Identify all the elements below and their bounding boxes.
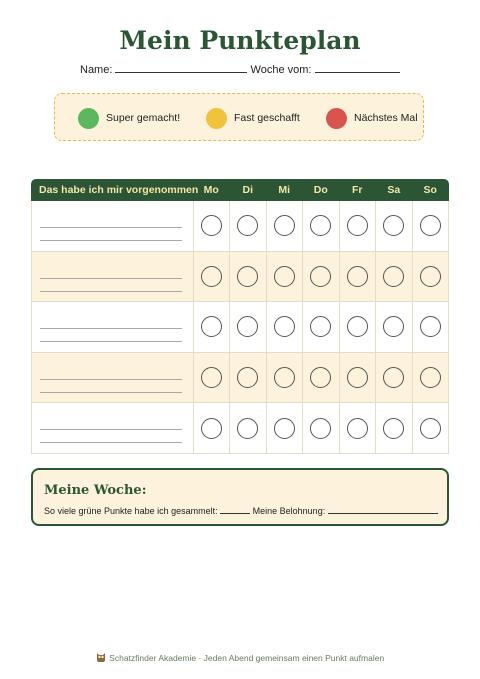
table-row: [31, 302, 449, 353]
day-cell-mi: [267, 252, 303, 302]
day-header-mo: Mo: [203, 184, 219, 196]
footer-text: Schatzfinder Akademie · Jeden Abend gemeinsam einen Punkt aufmalen: [109, 653, 385, 663]
week-blank[interactable]: [315, 63, 400, 73]
point-circle[interactable]: [383, 215, 404, 236]
writing-line: [40, 442, 182, 443]
yellow-dot-icon: [206, 108, 227, 129]
point-circle[interactable]: [420, 418, 441, 439]
day-cell-so: [413, 252, 449, 302]
day-cell-mo: [194, 353, 230, 403]
point-circle[interactable]: [383, 418, 404, 439]
table-row: [31, 201, 449, 252]
day-cell-mo: [194, 302, 230, 352]
legend-label: Nächstes Mal: [354, 112, 418, 124]
day-cell-di: [230, 252, 266, 302]
point-circle[interactable]: [237, 316, 258, 337]
day-cell-sa: [376, 201, 412, 251]
day-cell-so: [413, 403, 449, 453]
week-label: Woche vom:: [250, 64, 312, 76]
point-circle[interactable]: [310, 418, 331, 439]
day-header-di: Di: [242, 184, 253, 196]
day-cell-sa: [376, 403, 412, 453]
writing-line: [40, 341, 182, 342]
goal-entry-field[interactable]: [32, 201, 194, 251]
point-circle[interactable]: [237, 215, 258, 236]
point-circle[interactable]: [347, 215, 368, 236]
day-cell-fr: [340, 403, 376, 453]
day-cell-di: [230, 353, 266, 403]
page-title: Mein Punkteplan: [119, 26, 361, 55]
day-cell-mo: [194, 252, 230, 302]
points-blank[interactable]: [220, 505, 250, 514]
legend-box: [54, 93, 424, 141]
point-circle[interactable]: [420, 316, 441, 337]
day-cell-do: [303, 403, 339, 453]
name-blank[interactable]: [115, 63, 247, 73]
reward-label: Meine Belohnung:: [252, 506, 326, 516]
point-circle[interactable]: [274, 418, 295, 439]
point-circle[interactable]: [420, 367, 441, 388]
day-cell-mi: [267, 302, 303, 352]
point-circle[interactable]: [347, 316, 368, 337]
day-cell-fr: [340, 201, 376, 251]
day-cell-fr: [340, 353, 376, 403]
day-cell-sa: [376, 302, 412, 352]
legend-label: Fast geschafft: [234, 112, 300, 124]
point-circle[interactable]: [201, 266, 222, 287]
day-header-mi: Mi: [278, 184, 291, 196]
goal-column-header: Das habe ich mir vorgenommen: [39, 184, 199, 196]
point-circle[interactable]: [347, 266, 368, 287]
day-cell-sa: [376, 252, 412, 302]
day-cell-fr: [340, 302, 376, 352]
tracker-table: [31, 179, 449, 454]
day-cell-do: [303, 353, 339, 403]
writing-line: [40, 392, 182, 393]
day-cell-so: [413, 353, 449, 403]
day-cell-do: [303, 201, 339, 251]
day-cell-do: [303, 252, 339, 302]
name-label: Name:: [80, 64, 113, 76]
point-circle[interactable]: [347, 418, 368, 439]
legend-item-red: [326, 107, 418, 129]
point-circle[interactable]: [274, 316, 295, 337]
day-cell-di: [230, 403, 266, 453]
day-header-so: So: [423, 184, 437, 196]
goal-entry-field[interactable]: [32, 302, 194, 352]
point-circle[interactable]: [420, 215, 441, 236]
point-circle[interactable]: [310, 316, 331, 337]
point-circle[interactable]: [201, 418, 222, 439]
day-cell-di: [230, 201, 266, 251]
owl-icon: [96, 652, 106, 662]
point-circle[interactable]: [274, 266, 295, 287]
point-circle[interactable]: [310, 367, 331, 388]
point-circle[interactable]: [383, 266, 404, 287]
day-cell-sa: [376, 353, 412, 403]
day-header-fr: Fr: [352, 184, 363, 196]
legend-item-green: [78, 107, 180, 129]
point-circle[interactable]: [237, 418, 258, 439]
point-circle[interactable]: [237, 266, 258, 287]
goal-entry-field[interactable]: [32, 353, 194, 403]
writing-line: [40, 328, 182, 329]
point-circle[interactable]: [383, 316, 404, 337]
day-cell-fr: [340, 252, 376, 302]
point-circle[interactable]: [274, 215, 295, 236]
point-circle[interactable]: [201, 215, 222, 236]
writing-line: [40, 379, 182, 380]
day-cell-di: [230, 302, 266, 352]
points-label: So viele grüne Punkte habe ich gesammelt:: [44, 506, 218, 516]
day-cell-mi: [267, 353, 303, 403]
summary-text: [44, 505, 438, 516]
day-cell-mi: [267, 201, 303, 251]
table-row: [31, 403, 449, 454]
point-circle[interactable]: [383, 367, 404, 388]
day-cell-mo: [194, 201, 230, 251]
point-circle[interactable]: [201, 367, 222, 388]
page-footer: [0, 652, 480, 663]
table-body: [31, 201, 449, 454]
day-cell-so: [413, 302, 449, 352]
point-circle[interactable]: [310, 215, 331, 236]
table-row: [31, 353, 449, 404]
day-cell-so: [413, 201, 449, 251]
point-circle[interactable]: [237, 367, 258, 388]
table-row: [31, 252, 449, 303]
writing-line: [40, 429, 182, 430]
point-circle[interactable]: [347, 367, 368, 388]
day-cell-mi: [267, 403, 303, 453]
point-circle[interactable]: [310, 266, 331, 287]
goal-entry-field[interactable]: [32, 403, 194, 453]
reward-blank[interactable]: [328, 505, 438, 514]
point-circle[interactable]: [274, 367, 295, 388]
writing-line: [40, 291, 182, 292]
day-header-do: Do: [313, 184, 328, 196]
green-dot-icon: [78, 108, 99, 129]
legend-item-yellow: [206, 107, 300, 129]
summary-title: Meine Woche:: [44, 483, 147, 498]
point-circle[interactable]: [420, 266, 441, 287]
day-cell-mo: [194, 403, 230, 453]
writing-line: [40, 240, 182, 241]
point-circle[interactable]: [201, 316, 222, 337]
writing-line: [40, 278, 182, 279]
week-summary-box: [31, 468, 449, 526]
red-dot-icon: [326, 108, 347, 129]
goal-entry-field[interactable]: [32, 252, 194, 302]
day-cell-do: [303, 302, 339, 352]
day-header-sa: Sa: [387, 184, 401, 196]
name-week-line: [80, 63, 410, 76]
table-header: [31, 179, 449, 201]
writing-line: [40, 227, 182, 228]
legend-label: Super gemacht!: [106, 112, 181, 124]
